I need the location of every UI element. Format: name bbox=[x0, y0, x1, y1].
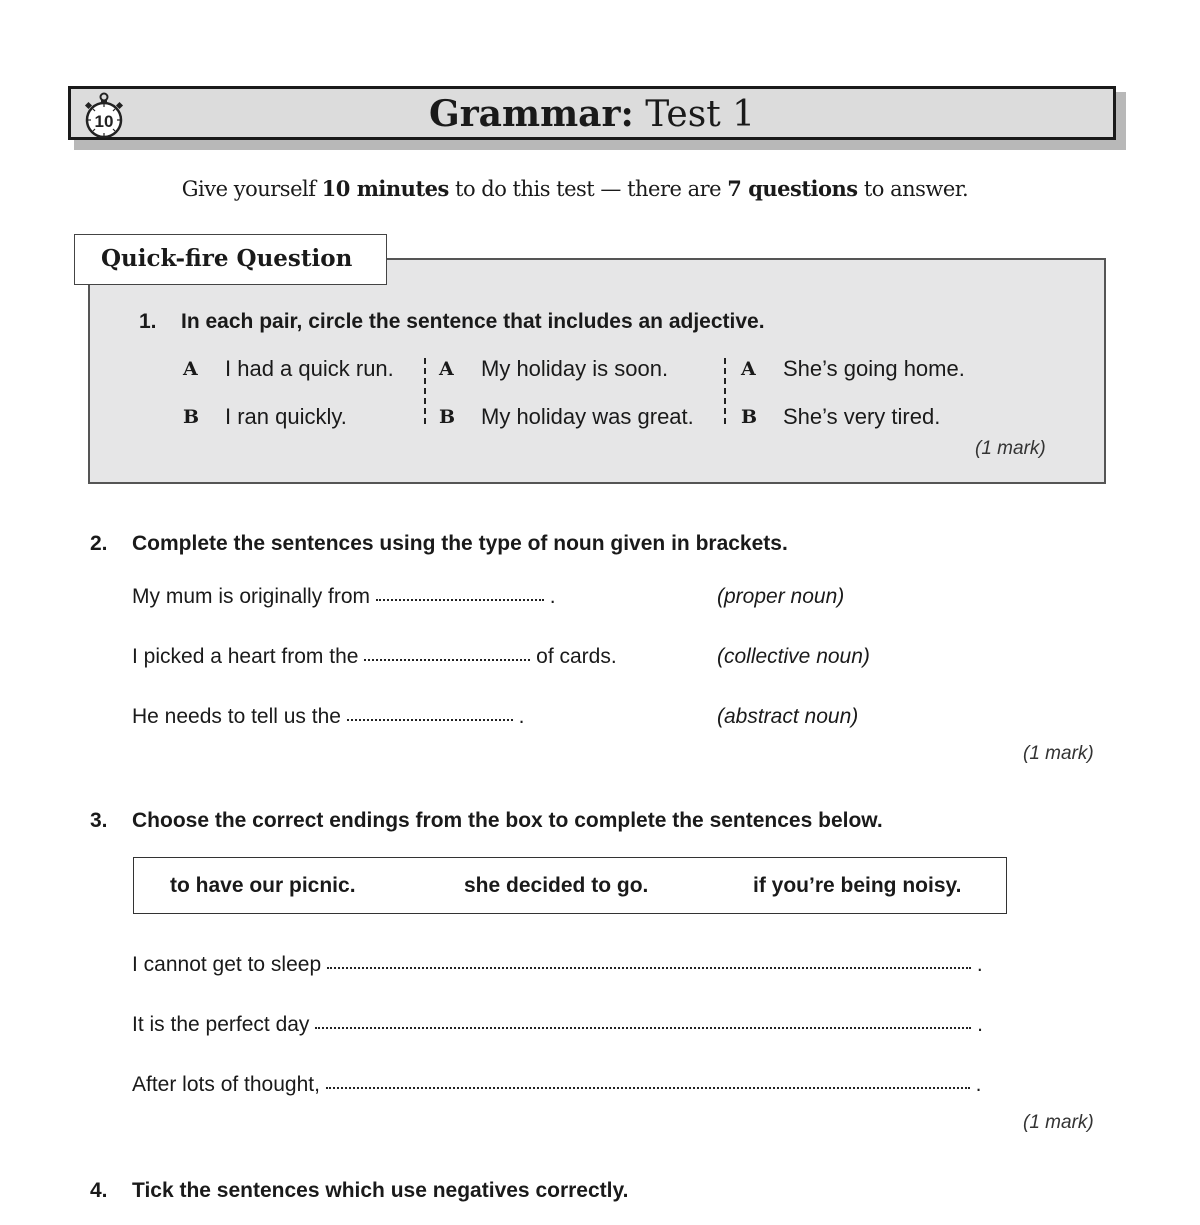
pair-divider bbox=[424, 358, 426, 424]
answer-blank[interactable] bbox=[376, 599, 544, 601]
sentence-start: I picked a heart from the bbox=[132, 645, 359, 668]
endings-box bbox=[133, 857, 1007, 914]
sentence-end: . bbox=[549, 585, 556, 608]
option-letter: A bbox=[439, 358, 454, 380]
intro-text: to do this test — there are bbox=[448, 177, 728, 201]
fill-sentence bbox=[132, 705, 525, 729]
question-prompt: Tick the sentences which use negatives correctly. bbox=[132, 1179, 629, 1202]
intro-questions: 7 questions bbox=[727, 176, 858, 201]
fill-sentence bbox=[132, 585, 556, 609]
fill-sentence bbox=[132, 1073, 981, 1097]
noun-type-hint: (abstract noun) bbox=[717, 705, 859, 728]
sentence-start: My mum is originally from bbox=[132, 585, 371, 608]
title-bold: Grammar: bbox=[428, 93, 634, 135]
intro-minutes: 10 minutes bbox=[321, 176, 449, 201]
sentence-end: . bbox=[976, 953, 983, 976]
quick-fire-tab: Quick-fire Question bbox=[74, 234, 387, 285]
option-sentence[interactable]: She’s very tired. bbox=[783, 404, 941, 429]
sentence-start: After lots of thought, bbox=[132, 1073, 320, 1096]
title-bar bbox=[68, 86, 1116, 140]
sentence-end: . bbox=[518, 705, 525, 728]
sentence-end: . bbox=[977, 1013, 983, 1036]
answer-blank[interactable] bbox=[364, 659, 530, 661]
option-letter: B bbox=[741, 406, 758, 428]
fill-sentence bbox=[132, 645, 617, 669]
question-number: 4. bbox=[90, 1179, 108, 1202]
fill-sentence bbox=[132, 1013, 983, 1037]
option-sentence[interactable]: I had a quick run. bbox=[225, 356, 394, 381]
timer-minutes: 10 bbox=[94, 112, 114, 131]
pair-divider bbox=[724, 358, 726, 424]
option-sentence[interactable]: My holiday was great. bbox=[481, 404, 694, 429]
sentence-start: It is the perfect day bbox=[132, 1013, 310, 1036]
intro-text: to answer. bbox=[857, 177, 969, 201]
title-regular: Test 1 bbox=[645, 94, 756, 135]
option-sentence[interactable]: She’s going home. bbox=[783, 356, 965, 381]
sentence-start: He needs to tell us the bbox=[132, 705, 341, 728]
ending-option: if you’re being noisy. bbox=[753, 874, 962, 897]
answer-blank[interactable] bbox=[327, 967, 971, 969]
mark-label: (1 mark) bbox=[1023, 1112, 1094, 1133]
intro-instructions bbox=[0, 176, 1150, 201]
fill-sentence bbox=[132, 953, 983, 977]
option-sentence[interactable]: I ran quickly. bbox=[225, 404, 347, 429]
answer-blank[interactable] bbox=[315, 1027, 971, 1029]
question-number: 1. bbox=[139, 310, 157, 333]
option-letter: A bbox=[183, 358, 198, 380]
page-title bbox=[71, 89, 1113, 140]
ending-option: she decided to go. bbox=[464, 874, 649, 897]
option-letter: B bbox=[183, 406, 200, 428]
mark-label: (1 mark) bbox=[975, 438, 1046, 459]
ending-option: to have our picnic. bbox=[170, 874, 356, 897]
question-number: 2. bbox=[90, 532, 108, 555]
mark-label: (1 mark) bbox=[1023, 743, 1094, 764]
option-letter: A bbox=[741, 358, 756, 380]
question-prompt: Complete the sentences using the type of noun given in brackets. bbox=[132, 532, 788, 555]
option-letter: B bbox=[439, 406, 456, 428]
sentence-end: . bbox=[975, 1073, 982, 1096]
question-prompt: In each pair, circle the sentence that includes an adjective. bbox=[181, 310, 765, 333]
sentence-start: I cannot get to sleep bbox=[132, 953, 322, 976]
sentence-end: of cards. bbox=[536, 645, 617, 668]
noun-type-hint: (collective noun) bbox=[717, 645, 870, 668]
option-sentence[interactable]: My holiday is soon. bbox=[481, 356, 669, 381]
answer-blank[interactable] bbox=[347, 719, 513, 721]
noun-type-hint: (proper noun) bbox=[717, 585, 845, 608]
question-number: 3. bbox=[90, 809, 108, 832]
question-prompt: Choose the correct endings from the box to complete the sentences below. bbox=[132, 809, 883, 832]
answer-blank[interactable] bbox=[326, 1087, 970, 1089]
intro-text: Give yourself bbox=[181, 177, 322, 201]
